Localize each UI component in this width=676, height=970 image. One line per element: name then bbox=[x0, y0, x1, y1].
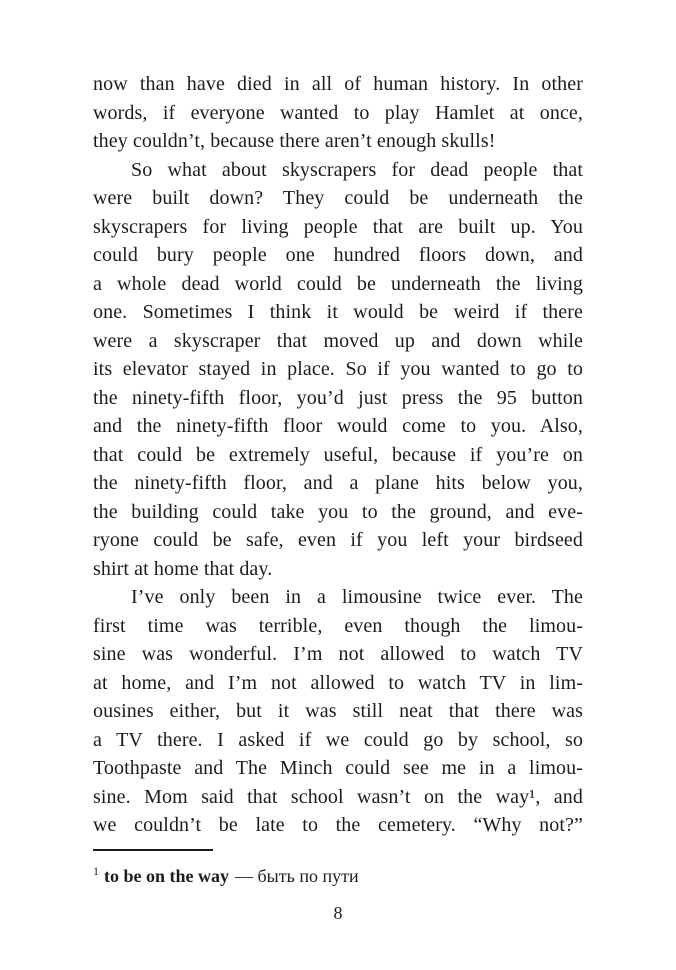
text-line: a whole dead world could be underneath the living bbox=[93, 272, 583, 295]
text-line: a TV there. I asked if we could go by school, so bbox=[93, 728, 583, 751]
text-line: shirt at home that day. bbox=[93, 557, 273, 580]
text-line: were a skyscraper that moved up and down while bbox=[93, 329, 583, 352]
text-line: I’ve only been in a limousine twice ever. The bbox=[131, 586, 583, 608]
text-line: sine. Mom said that school wasn’t on the way¹, and bbox=[93, 785, 583, 808]
footnote-term: to be on the way bbox=[104, 866, 229, 886]
footnote-translation: — быть по пути bbox=[235, 866, 359, 886]
text-line: now than have died in all of human history. In other bbox=[93, 73, 583, 95]
paragraph bbox=[93, 156, 583, 584]
footnote-rule bbox=[93, 849, 213, 851]
text-line: the ninety-fifth floor, and a plane hits below you, bbox=[93, 472, 583, 494]
text-line: ousines either, but it was still neat that there was bbox=[93, 700, 583, 722]
text-line: we couldn’t be late to the cemetery. “Why not?” bbox=[93, 814, 583, 836]
text-line: So what about skyscrapers for dead people that bbox=[131, 158, 583, 181]
text-line: at home, and I’m not allowed to watch TV in lim- bbox=[93, 671, 583, 694]
paragraph bbox=[93, 70, 583, 156]
text-line: and the ninety-fifth floor would come to you. Also, bbox=[93, 415, 583, 437]
paragraph bbox=[93, 583, 583, 840]
text-line: its elevator stayed in place. So if you wanted to go to bbox=[93, 358, 583, 380]
text-line: Toothpaste and The Minch could see me in a limou- bbox=[93, 757, 583, 779]
text-line: they couldn’t, because there aren’t enough skulls! bbox=[93, 130, 496, 152]
footnote-text bbox=[93, 859, 583, 888]
text-line: that could be extremely useful, because if you’re on bbox=[93, 443, 583, 466]
text-line: first time was terrible, even though the limou- bbox=[93, 614, 583, 637]
footnote-marker: 1 bbox=[93, 864, 99, 878]
text-line: the ninety-fifth floor, you’d just press the 95 button bbox=[93, 386, 583, 409]
text-line: sine was wonderful. I’m not allowed to watch TV bbox=[93, 643, 583, 665]
text-line: skyscrapers for living people that are built up. You bbox=[93, 215, 583, 238]
page-number: 8 bbox=[333, 903, 343, 923]
text-line: could bury people one hundred floors down, and bbox=[93, 244, 583, 266]
text-line: one. Sometimes I think it would be weird if there bbox=[93, 301, 583, 323]
text-line: ryone could be safe, even if you left your birdseed bbox=[93, 529, 583, 551]
text-block bbox=[93, 70, 583, 840]
text-line: were built down? They could be underneath the bbox=[93, 187, 583, 209]
text-line: words, if everyone wanted to play Hamlet at once, bbox=[93, 101, 583, 124]
footnote bbox=[93, 849, 583, 888]
text-line: the building could take you to the ground, and eve- bbox=[93, 500, 583, 523]
